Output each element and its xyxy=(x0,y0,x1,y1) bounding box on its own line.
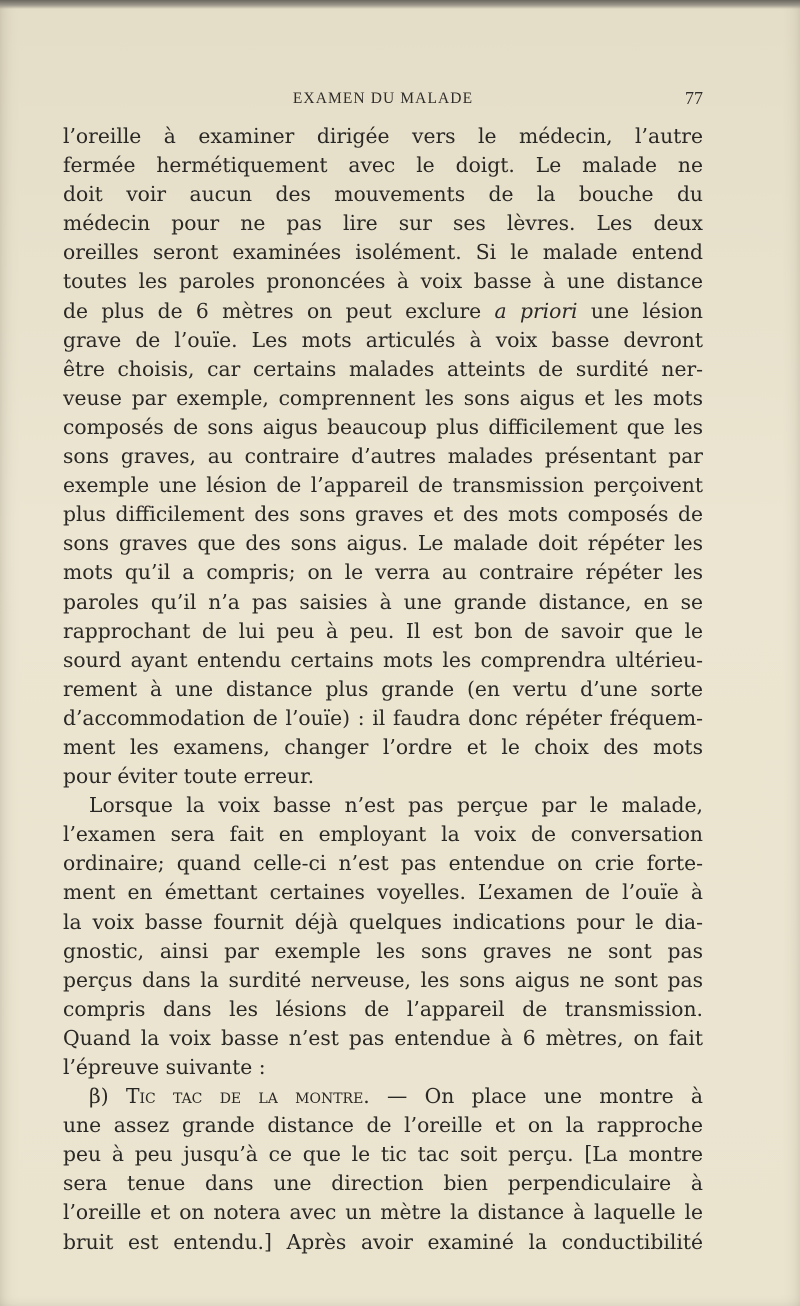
text-line: ment en émettant certaines voyelles. L’examen de l’ouïe à xyxy=(63,880,703,905)
text-line: ordinaire; quand celle-ci n’est pas entendue on crie forte- xyxy=(63,851,703,876)
text-fragment: de plus de 6 mètres on peut exclure xyxy=(63,298,495,323)
text-line: compris dans les lésions de l’appareil de transmission. xyxy=(63,996,703,1021)
text-line: être choisis, car certains malades atteints de surdité ner- xyxy=(63,356,703,381)
text-line: rement à une distance plus grande (en vertu d’une sorte xyxy=(63,676,703,701)
text-line: paroles qu’il n’a pas saisies à une grande distance, en se xyxy=(63,589,703,614)
text-line: Quand la voix basse n’est pas entendue à 6 mètres, on fait xyxy=(63,1025,703,1050)
text-line: peu à peu jusqu’à ce que le tic tac soit perçu. [La montre xyxy=(63,1142,703,1167)
text-line: sons graves, au contraire d’autres malades présentant par xyxy=(63,444,703,469)
text-line: l’oreille à examiner dirigée vers le médecin, l’autre xyxy=(63,124,703,148)
text-line: médecin pour ne pas lire sur ses lèvres. Les deux xyxy=(63,211,703,236)
text-fragment: une lésion xyxy=(577,298,703,323)
text-line: bruit est entendu.] Après avoir examiné la conductibilité xyxy=(63,1229,703,1254)
text-line: gnostic, ainsi par exemple les sons graves ne sont pas xyxy=(63,938,703,963)
text-fragment: — On place une montre à xyxy=(369,1084,703,1109)
text-line: l’oreille et on notera avec un mètre la distance à laquelle le xyxy=(63,1200,703,1225)
text-line: d’accommodation de l’ouïe) : il faudra donc répéter fréquem- xyxy=(63,705,703,730)
text-line: exemple une lésion de l’appareil de transmission perçoivent xyxy=(63,473,703,498)
text-line: doit voir aucun des mouvements de la bouche du xyxy=(63,182,703,207)
text-line: sera tenue dans une direction bien perpendiculaire à xyxy=(63,1171,703,1196)
text-line: pour éviter toute erreur. xyxy=(63,764,315,789)
text-line: ment les examens, changer l’ordre et le choix des mots xyxy=(63,734,703,759)
text-line xyxy=(63,1082,703,1111)
text-line: Lorsque la voix basse n’est pas perçue par le malade, xyxy=(89,793,703,818)
text-line: oreilles seront examinées isolément. Si le malade entend xyxy=(63,240,703,265)
text-line: l’épreuve suivante : xyxy=(63,1055,266,1079)
text-line: composés de sons aigus beaucoup plus difficilement que les xyxy=(63,414,703,439)
page-top-edge xyxy=(0,0,800,9)
page-number: 77 xyxy=(685,88,703,108)
text-line: perçus dans la surdité nerveuse, les sons aigus ne sont pas xyxy=(63,967,703,992)
text-line: fermée hermétiquement avec le doigt. Le malade ne xyxy=(63,153,703,178)
text-line: plus difficilement des sons graves et des mots composés de xyxy=(63,502,703,527)
text-line: sons graves que des sons aigus. Le malade doit répéter les xyxy=(63,531,703,556)
text-line: la voix basse fournit déjà quelques indications pour le dia- xyxy=(63,909,703,934)
text-line: l’examen sera fait en employant la voix de conversation xyxy=(63,822,703,847)
text-line: grave de l’ouïe. Les mots articulés à voix basse devront xyxy=(63,327,703,352)
text-line xyxy=(63,297,703,326)
text-line: une assez grande distance de l’oreille et on la rapproche xyxy=(63,1113,703,1138)
section-heading: Tic tac de la montre. xyxy=(125,1084,370,1109)
text-line: mots qu’il a compris; on le verra au contraire répéter les xyxy=(63,560,703,585)
text-line: veuse par exemple, comprennent les sons aigus et les mots xyxy=(63,385,703,410)
italic-phrase: a priori xyxy=(494,298,578,323)
text-fragment: β) xyxy=(89,1084,126,1109)
text-line: toutes les paroles prononcées à voix basse à une distance xyxy=(63,269,703,294)
text-line: sourd ayant entendu certains mots les comprendra ultérieu- xyxy=(63,647,703,672)
text-line: rapprochant de lui peu à peu. Il est bon de savoir que le xyxy=(63,618,703,643)
running-header xyxy=(63,90,703,112)
body-text xyxy=(63,122,703,1257)
running-title: EXAMEN DU MALADE xyxy=(292,90,474,107)
